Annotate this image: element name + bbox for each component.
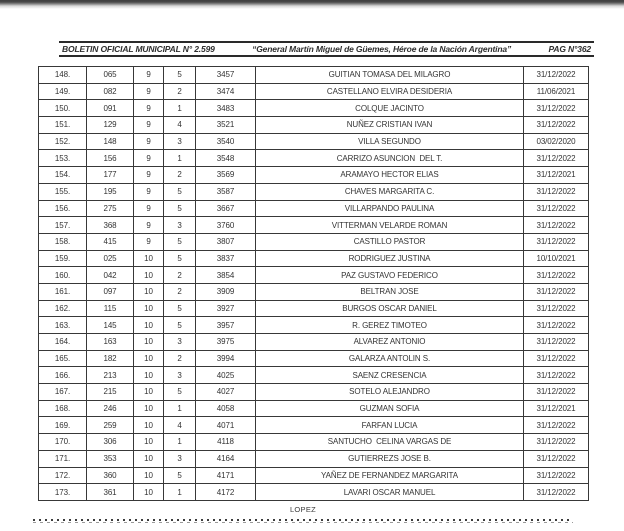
table-row [39,183,589,200]
subcategory-cell: 5 [164,317,196,334]
code-cell: 115 [87,300,134,317]
expiry-date-cell: 31/12/2022 [524,183,589,200]
subcategory-cell: 3 [164,450,196,467]
category-cell: 10 [134,350,164,367]
category-cell: 9 [134,150,164,167]
expiry-date-cell: 31/12/2022 [524,384,589,401]
subcategory-cell: 5 [164,233,196,250]
registry-number-cell: 3837 [196,250,256,267]
table-row [39,117,589,134]
registry-number-cell: 3975 [196,334,256,351]
row-number-cell: 166. [39,367,87,384]
category-cell: 9 [134,100,164,117]
table-row [39,233,589,250]
expiry-date-cell: 31/12/2022 [524,200,589,217]
row-number-cell: 154. [39,167,87,184]
name-cell: SAENZ CRESENCIA [256,367,524,384]
subcategory-cell: 4 [164,417,196,434]
table-row [39,384,589,401]
registry-number-cell: 3457 [196,67,256,84]
subcategory-cell: 3 [164,334,196,351]
registry-number-cell: 3667 [196,200,256,217]
page-number: PAG N°362 [548,44,591,54]
expiry-date-cell: 31/12/2022 [524,467,589,484]
expiry-date-cell: 31/12/2022 [524,334,589,351]
row-number-cell: 158. [39,233,87,250]
subcategory-cell: 5 [164,183,196,200]
registry-number-cell: 4171 [196,467,256,484]
table-row [39,450,589,467]
table-row [39,317,589,334]
table-row [39,150,589,167]
row-number-cell: 171. [39,450,87,467]
row-number-cell: 161. [39,283,87,300]
name-cell: NUÑEZ CRISTIAN IVAN [256,117,524,134]
footer-dotted-separator [33,519,573,524]
code-cell: 177 [87,167,134,184]
expiry-date-cell: 31/12/2022 [524,267,589,284]
row-number-cell: 153. [39,150,87,167]
subcategory-cell: 2 [164,167,196,184]
name-cell: SOTELO ALEJANDRO [256,384,524,401]
code-cell: 065 [87,67,134,84]
code-cell: 246 [87,400,134,417]
name-cell: ALVAREZ ANTONIO [256,334,524,351]
bulletin-number: BOLETIN OFICIAL MUNICIPAL N° 2.599 [62,44,215,54]
registry-number-cell: 4164 [196,450,256,467]
registry-number-cell: 3540 [196,133,256,150]
row-number-cell: 155. [39,183,87,200]
category-cell: 10 [134,417,164,434]
expiry-date-cell: 31/12/2021 [524,400,589,417]
expiry-date-cell: 31/12/2022 [524,233,589,250]
registry-number-cell: 4058 [196,400,256,417]
name-cell: GALARZA ANTOLIN S. [256,350,524,367]
registry-number-cell: 3854 [196,267,256,284]
row-number-cell: 167. [39,384,87,401]
row-number-cell: 157. [39,217,87,234]
subcategory-cell: 4 [164,117,196,134]
registry-number-cell: 3548 [196,150,256,167]
row-number-cell: 164. [39,334,87,351]
row-number-cell: 150. [39,100,87,117]
subcategory-cell: 5 [164,467,196,484]
subcategory-cell: 2 [164,350,196,367]
name-cell: GUITIAN TOMASA DEL MILAGRO [256,67,524,84]
code-cell: 091 [87,100,134,117]
subcategory-cell: 1 [164,100,196,117]
code-cell: 156 [87,150,134,167]
category-cell: 9 [134,183,164,200]
name-cell: YAÑEZ DE FERNANDEZ MARGARITA [256,467,524,484]
name-cell: BELTRAN JOSE [256,283,524,300]
expiry-date-cell: 31/12/2022 [524,217,589,234]
expiry-date-cell: 10/10/2021 [524,250,589,267]
category-cell: 10 [134,434,164,451]
expiry-date-cell: 31/12/2022 [524,317,589,334]
subcategory-cell: 3 [164,133,196,150]
name-cell: CHAVES MARGARITA C. [256,183,524,200]
registry-number-cell: 3957 [196,317,256,334]
registry-number-cell: 3760 [196,217,256,234]
row-number-cell: 170. [39,434,87,451]
table-row [39,283,589,300]
subcategory-cell: 1 [164,400,196,417]
registry-number-cell: 3909 [196,283,256,300]
row-number-cell: 172. [39,467,87,484]
expiry-date-cell: 31/12/2022 [524,350,589,367]
name-cell: BURGOS OSCAR DANIEL [256,300,524,317]
expiry-date-cell: 31/12/2022 [524,117,589,134]
code-cell: 145 [87,317,134,334]
code-cell: 129 [87,117,134,134]
subcategory-cell: 3 [164,367,196,384]
table-row [39,133,589,150]
registry-number-cell: 3587 [196,183,256,200]
table-row [39,400,589,417]
dotted-row-bottom [33,522,573,523]
table-row [39,267,589,284]
category-cell: 10 [134,334,164,351]
expiry-date-cell: 31/12/2022 [524,150,589,167]
registry-number-cell: 3927 [196,300,256,317]
expiry-date-cell: 31/12/2022 [524,417,589,434]
registry-number-cell: 3569 [196,167,256,184]
subcategory-cell: 5 [164,250,196,267]
subcategory-cell: 5 [164,300,196,317]
registry-number-cell: 3521 [196,117,256,134]
name-cell: VITTERMAN VELARDE ROMAN [256,217,524,234]
code-cell: 360 [87,467,134,484]
registry-number-cell: 4172 [196,484,256,501]
name-cell: CASTELLANO ELVIRA DESIDERIA [256,83,524,100]
expiry-date-cell: 31/12/2021 [524,167,589,184]
category-cell: 10 [134,267,164,284]
row-number-cell: 160. [39,267,87,284]
table-row [39,67,589,84]
expiry-date-cell: 31/12/2022 [524,450,589,467]
name-cell: SANTUCHO CELINA VARGAS DE [256,434,524,451]
category-cell: 10 [134,450,164,467]
page-top-edge-shadow [0,0,624,9]
subcategory-cell: 5 [164,200,196,217]
expiry-date-cell: 31/12/2022 [524,100,589,117]
row-number-cell: 149. [39,83,87,100]
code-cell: 182 [87,350,134,367]
table-row [39,300,589,317]
table-row [39,83,589,100]
code-cell: 368 [87,217,134,234]
code-cell: 082 [87,83,134,100]
category-cell: 10 [134,317,164,334]
name-cell: VILLARPANDO PAULINA [256,200,524,217]
row-number-cell: 152. [39,133,87,150]
expiry-date-cell: 11/06/2021 [524,83,589,100]
subcategory-cell: 5 [164,384,196,401]
category-cell: 10 [134,484,164,501]
row-number-cell: 173. [39,484,87,501]
bulletin-motto: “General Martín Miguel de Güemes, Héroe de la Nación Argentina” [252,44,512,54]
name-cell: FARFAN LUCIA [256,417,524,434]
name-cell: ARAMAYO HECTOR ELIAS [256,167,524,184]
table-row [39,200,589,217]
registry-number-cell: 4118 [196,434,256,451]
registry-number-cell: 3807 [196,233,256,250]
row-number-cell: 162. [39,300,87,317]
subcategory-cell: 2 [164,267,196,284]
name-cell: CASTILLO PASTOR [256,233,524,250]
category-cell: 9 [134,67,164,84]
subcategory-cell: 1 [164,434,196,451]
category-cell: 9 [134,217,164,234]
code-cell: 215 [87,384,134,401]
row-number-cell: 151. [39,117,87,134]
table-row [39,417,589,434]
table-row [39,467,589,484]
name-cell: VILLA SEGUNDO [256,133,524,150]
code-cell: 097 [87,283,134,300]
category-cell: 10 [134,467,164,484]
table-row [39,100,589,117]
name-cell: COLQUE JACINTO [256,100,524,117]
expiry-date-cell: 31/12/2022 [524,300,589,317]
subcategory-cell: 1 [164,150,196,167]
category-cell: 9 [134,200,164,217]
dotted-row-top [33,519,573,521]
category-cell: 10 [134,400,164,417]
code-cell: 148 [87,133,134,150]
code-cell: 213 [87,367,134,384]
row-number-cell: 159. [39,250,87,267]
records-tbody [39,67,589,501]
subcategory-cell: 3 [164,217,196,234]
records-table [38,66,589,501]
subcategory-cell: 5 [164,67,196,84]
registry-number-cell: 3483 [196,100,256,117]
code-cell: 042 [87,267,134,284]
row-number-cell: 148. [39,67,87,84]
table-row [39,350,589,367]
table-row [39,167,589,184]
category-cell: 10 [134,367,164,384]
category-cell: 9 [134,167,164,184]
category-cell: 10 [134,384,164,401]
category-cell: 9 [134,117,164,134]
row-number-cell: 156. [39,200,87,217]
category-cell: 9 [134,133,164,150]
subcategory-cell: 1 [164,484,196,501]
row-number-cell: 169. [39,417,87,434]
table-row [39,217,589,234]
expiry-date-cell: 31/12/2022 [524,484,589,501]
page-header [59,41,594,57]
name-cell: GUTIERREZS JOSE B. [256,450,524,467]
name-cell: PAZ GUSTAVO FEDERICO [256,267,524,284]
table-row [39,367,589,384]
table-row [39,434,589,451]
code-cell: 259 [87,417,134,434]
category-cell: 10 [134,283,164,300]
row-number-cell: 168. [39,400,87,417]
code-cell: 361 [87,484,134,501]
expiry-date-cell: 31/12/2022 [524,367,589,384]
subcategory-cell: 2 [164,283,196,300]
category-cell: 9 [134,83,164,100]
name-cell: CARRIZO ASUNCION DEL T. [256,150,524,167]
code-cell: 275 [87,200,134,217]
expiry-date-cell: 31/12/2022 [524,434,589,451]
registry-number-cell: 4071 [196,417,256,434]
registry-number-cell: 3994 [196,350,256,367]
category-cell: 10 [134,250,164,267]
table-row [39,484,589,501]
code-cell: 415 [87,233,134,250]
signature-name: LOPEZ [289,505,317,514]
expiry-date-cell: 03/02/2020 [524,133,589,150]
table-row [39,334,589,351]
code-cell: 306 [87,434,134,451]
row-number-cell: 163. [39,317,87,334]
registry-number-cell: 4027 [196,384,256,401]
registry-number-cell: 3474 [196,83,256,100]
name-cell: RODRIGUEZ JUSTINA [256,250,524,267]
name-cell: GUZMAN SOFIA [256,400,524,417]
expiry-date-cell: 31/12/2022 [524,283,589,300]
row-number-cell: 165. [39,350,87,367]
expiry-date-cell: 31/12/2022 [524,67,589,84]
registry-number-cell: 4025 [196,367,256,384]
category-cell: 9 [134,233,164,250]
code-cell: 163 [87,334,134,351]
category-cell: 10 [134,300,164,317]
subcategory-cell: 2 [164,83,196,100]
code-cell: 195 [87,183,134,200]
name-cell: LAVARI OSCAR MANUEL [256,484,524,501]
code-cell: 025 [87,250,134,267]
name-cell: R. GEREZ TIMOTEO [256,317,524,334]
code-cell: 353 [87,450,134,467]
table-row [39,250,589,267]
